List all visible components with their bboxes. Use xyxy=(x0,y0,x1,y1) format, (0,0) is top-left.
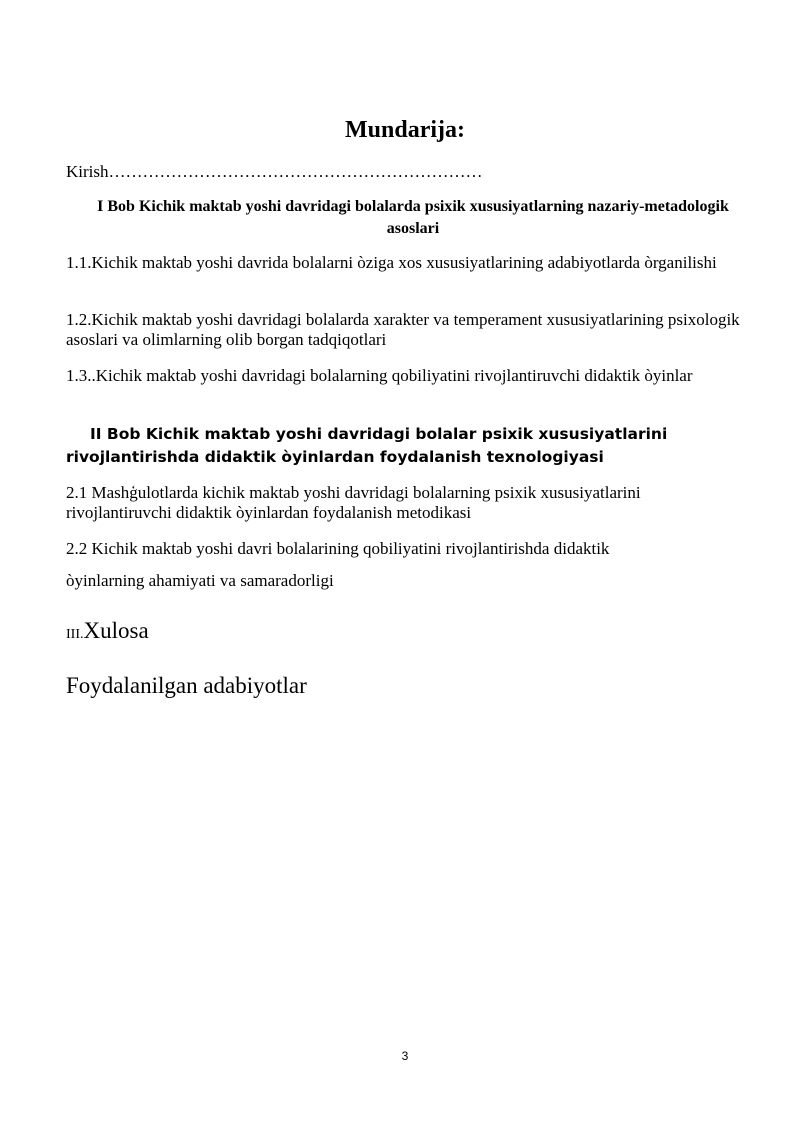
toc-references: Foydalanilgan adabiyotlar xyxy=(66,673,307,698)
toc-section-1-2: 1.2.Kichik maktab yoshi davridagi bolalarda xarakter va temperament xususiyatlarining psixologik asoslari va olimlarning olib borgan tadqiqotlari xyxy=(66,310,740,349)
conclusion-label: Xulosa xyxy=(83,618,149,643)
conclusion-roman-numeral: III. xyxy=(66,627,84,642)
toc-section-2-1: 2.1 Mashģulotlarda kichik maktab yoshi davridagi bolalarning psixik xususiyatlarini rivojlantiruvchi didaktik òyinlardan foydalanish metodikasi xyxy=(66,483,641,522)
toc-conclusion xyxy=(66,618,149,644)
toc-section-2-2-line1: 2.2 Kichik maktab yoshi davri bolalarining qobiliyatini rivojlantirishda didaktik xyxy=(66,539,610,558)
toc-section-1-3: 1.3..Kichik maktab yoshi davridagi bolalarning qobiliyatini rivojlantiruvchi didaktik òyinlar xyxy=(66,366,693,385)
toc-chapter-1-heading: I Bob Kichik maktab yoshi davridagi bolalarda psixik xususiyatlarning nazariy-metadologik asoslari xyxy=(97,198,729,237)
toc-chapter-2-heading: II Bob Kichik maktab yoshi davridagi bolalar psixik xususiyatlarini rivojlantirishda didaktik òyinlardan foydalanish texnologiyasi xyxy=(66,425,668,466)
page-number: 3 xyxy=(401,1049,409,1063)
toc-section-2-2-line2: òyinlarning ahamiyati va samaradorligi xyxy=(66,571,334,590)
page-title: Mundarija: xyxy=(345,117,465,143)
toc-section-1-1: 1.1.Kichik maktab yoshi davrida bolalarni òziga xos xususiyatlarining adabiyotlarda òrganilishi xyxy=(66,253,717,272)
toc-entry-kirish: Kirish………………………………………………………… xyxy=(66,162,483,181)
